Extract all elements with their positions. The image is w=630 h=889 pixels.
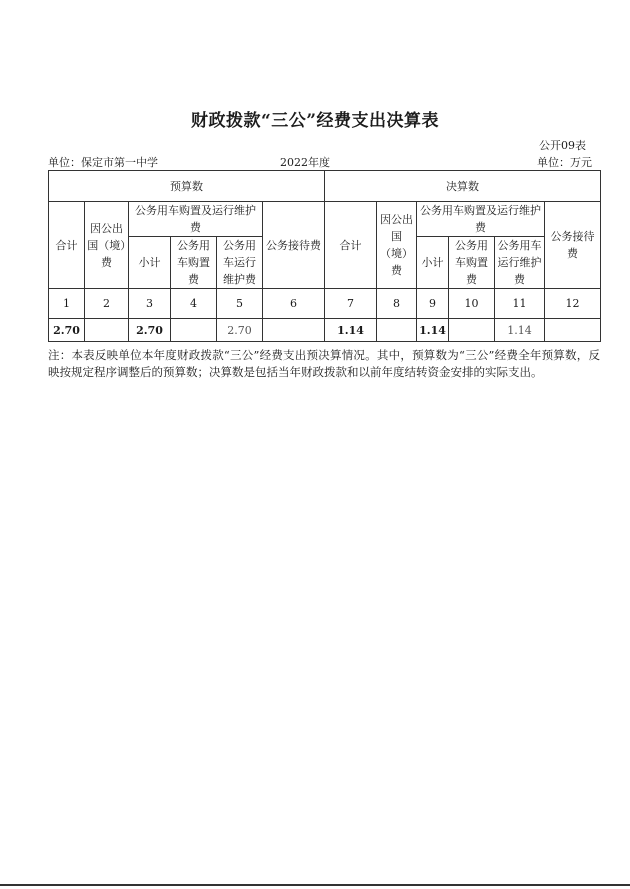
header-budget-total: 合计 (49, 202, 85, 289)
page-title: 财政拨款“三公”经费支出决算表 (190, 111, 440, 131)
form-number: 公开09表 (539, 139, 586, 152)
header-final-vehicle-operation: 公务用车运行维护费 (495, 237, 545, 289)
expenditure-table (48, 170, 601, 342)
column-index: 1 (49, 289, 85, 319)
header-budget-reception: 公务接待费 (263, 202, 325, 289)
value-budget-reception (263, 319, 325, 342)
column-index: 10 (449, 289, 495, 319)
column-index: 3 (129, 289, 171, 319)
column-index: 2 (85, 289, 129, 319)
footnote: 注：本表反映单位本年度财政拨款“三公”经费支出预决算情况。其中，预算数为“三公”经费全年预算数，反映按规定程序调整后的预算数；决算数是包括当年财政拨款和以前年度结转资金安排的实际支出。 (48, 348, 600, 379)
value-final-subtotal: 1.14 (417, 319, 449, 342)
column-index: 6 (263, 289, 325, 319)
header-final-vehicle-purchase: 公务用车购置费 (449, 237, 495, 289)
column-index: 8 (377, 289, 417, 319)
column-index: 4 (171, 289, 217, 319)
header-final-reception: 公务接待费 (545, 202, 601, 289)
value-budget-total: 2.70 (49, 319, 85, 342)
reporting-unit: 单位：保定市第一中学 (48, 156, 158, 169)
header-final-abroad: 因公出国（境）费 (377, 202, 417, 289)
group-header-final: 决算数 (325, 171, 601, 202)
group-header-budget: 预算数 (49, 171, 325, 202)
value-budget-subtotal: 2.70 (129, 319, 171, 342)
column-index: 11 (495, 289, 545, 319)
value-final-total: 1.14 (325, 319, 377, 342)
column-index: 5 (217, 289, 263, 319)
header-budget-vehicle-group: 公务用车购置及运行维护费 (129, 202, 263, 237)
header-final-subtotal: 小计 (417, 237, 449, 289)
bottom-divider (0, 884, 630, 886)
header-budget-abroad: 因公出国（境）费 (85, 202, 129, 289)
value-final-reception (545, 319, 601, 342)
value-budget-vehicle-operation: 2.70 (217, 319, 263, 342)
currency-unit: 单位：万元 (537, 156, 592, 169)
value-final-abroad (377, 319, 417, 342)
header-budget-subtotal: 小计 (129, 237, 171, 289)
header-budget-vehicle-operation: 公务用车运行维护费 (217, 237, 263, 289)
column-index: 9 (417, 289, 449, 319)
header-budget-vehicle-purchase: 公务用车购置费 (171, 237, 217, 289)
value-budget-vehicle-purchase (171, 319, 217, 342)
header-final-vehicle-group: 公务用车购置及运行维护费 (417, 202, 545, 237)
fiscal-year: 2022年度 (280, 156, 330, 169)
value-final-vehicle-operation: 1.14 (495, 319, 545, 342)
header-final-total: 合计 (325, 202, 377, 289)
value-budget-abroad (85, 319, 129, 342)
column-index: 7 (325, 289, 377, 319)
column-index: 12 (545, 289, 601, 319)
value-final-vehicle-purchase (449, 319, 495, 342)
